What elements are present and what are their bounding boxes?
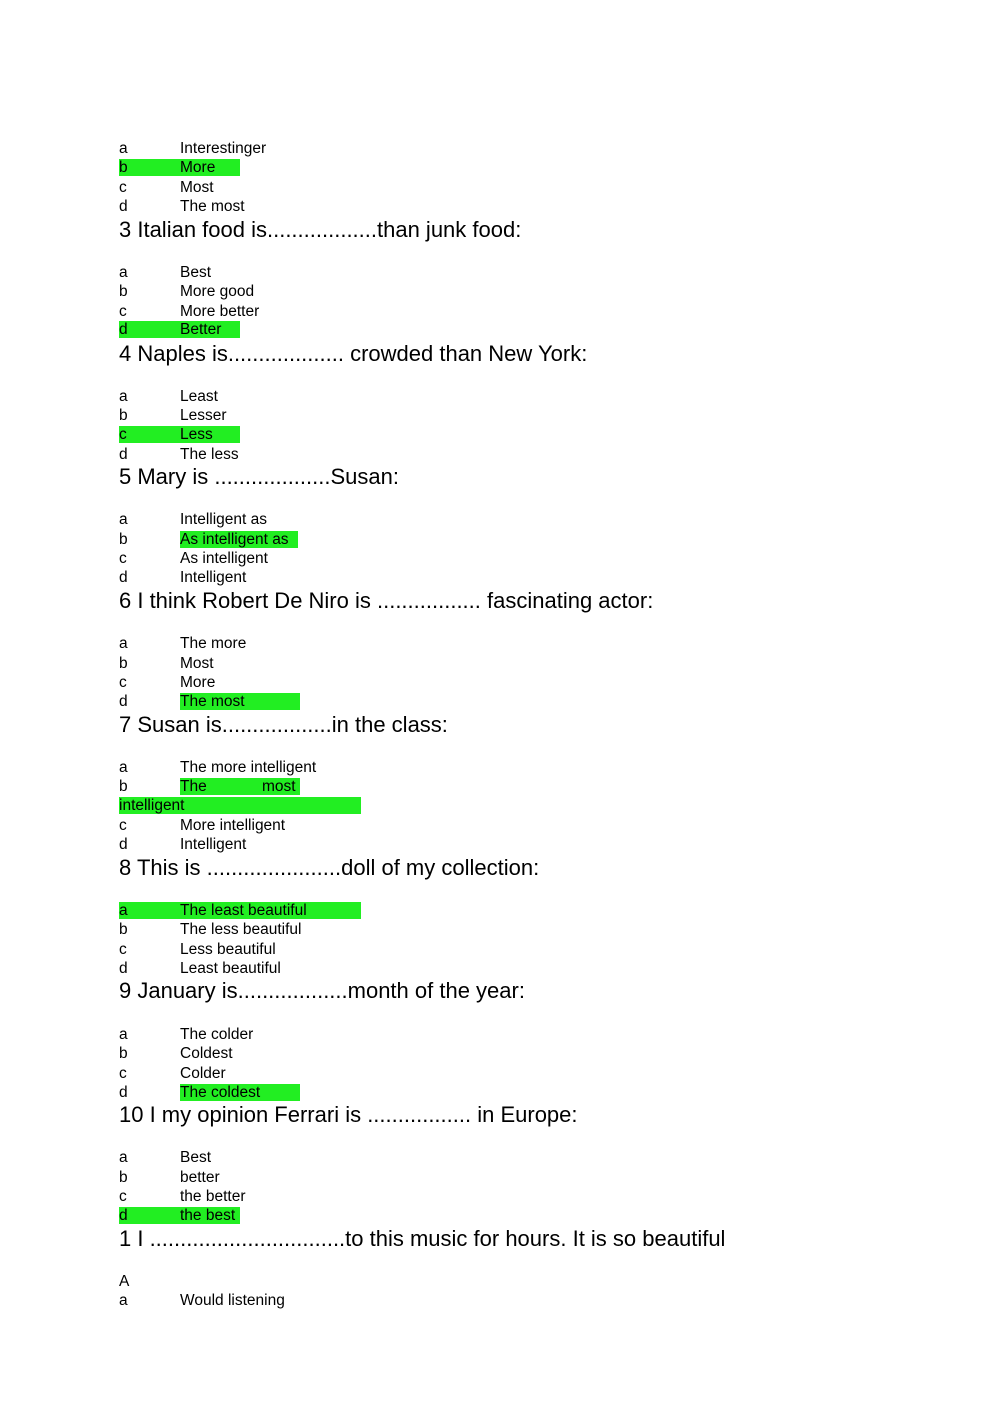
- option-text: Less: [180, 426, 213, 443]
- option-letter: d: [119, 960, 128, 977]
- option-letter: b: [119, 283, 128, 300]
- question-5: 5 Mary is ...................Susan:: [119, 464, 399, 489]
- option-letter: d: [119, 693, 128, 710]
- option-text: Coldest: [180, 1045, 233, 1062]
- option-text: The less: [180, 446, 239, 463]
- option-letter: d: [119, 1084, 128, 1101]
- question-4: 4 Naples is................... crowded than New York:: [119, 341, 588, 366]
- option-text: the better: [180, 1188, 246, 1205]
- option-text: Best: [180, 1149, 212, 1166]
- question-next-1: 1 I ................................to this music for hours. It is so beautiful: [119, 1226, 726, 1251]
- option-text: The more: [180, 635, 247, 652]
- option-text: The colder: [180, 1026, 254, 1043]
- option-text: Would listening: [180, 1292, 285, 1309]
- option-text: Intelligent as: [180, 511, 268, 528]
- option-letter: b: [119, 1045, 128, 1062]
- option-text: Colder: [180, 1065, 226, 1082]
- option-letter: c: [119, 426, 127, 443]
- question-3: 3 Italian food is..................than junk food:: [119, 217, 522, 242]
- option-text: The less beautiful: [180, 921, 302, 938]
- option-letter: c: [119, 303, 127, 320]
- option-text: As intelligent as: [180, 531, 289, 548]
- option-letter: a: [119, 1292, 128, 1309]
- option-letter: b: [119, 159, 128, 176]
- option-text: Better: [180, 321, 222, 338]
- option-letter: c: [119, 941, 127, 958]
- option-text: More: [180, 159, 216, 176]
- option-text: Interestinger: [180, 140, 267, 157]
- option-letter: d: [119, 836, 128, 853]
- option-letter: b: [119, 407, 128, 424]
- option-text: As intelligent: [180, 550, 268, 567]
- question-6: 6 I think Robert De Niro is ................. fascinating actor:: [119, 588, 654, 613]
- option-letter: a: [119, 511, 128, 528]
- option-text: Least beautiful: [180, 960, 281, 977]
- option-letter: a: [119, 635, 128, 652]
- section-letter: A: [119, 1273, 130, 1290]
- option-text: the best: [180, 1207, 236, 1224]
- option-text: The: [180, 778, 207, 795]
- option-letter: a: [119, 1026, 128, 1043]
- option-text: More good: [180, 283, 255, 300]
- option-letter: d: [119, 198, 128, 215]
- option-letter: c: [119, 1188, 127, 1205]
- option-letter: d: [119, 569, 128, 586]
- option-letter: b: [119, 655, 128, 672]
- option-text: The most: [180, 198, 245, 215]
- option-text: better: [180, 1169, 220, 1186]
- option-letter: b: [119, 778, 128, 795]
- option-text: The coldest: [180, 1084, 261, 1101]
- option-letter: b: [119, 1169, 128, 1186]
- option-letter: a: [119, 388, 128, 405]
- option-text-continued: most: [262, 778, 296, 795]
- option-letter: a: [119, 902, 128, 919]
- option-text: The more intelligent: [180, 759, 317, 776]
- option-letter: c: [119, 674, 127, 691]
- question-9: 9 January is..................month of the year:: [119, 978, 525, 1003]
- question-7: 7 Susan is..................in the class:: [119, 712, 448, 737]
- option-text: Least: [180, 388, 218, 405]
- option-letter: c: [119, 817, 127, 834]
- option-text: Most: [180, 179, 214, 196]
- option-letter: c: [119, 1065, 127, 1082]
- option-text: Lesser: [180, 407, 227, 424]
- option-letter: a: [119, 1149, 128, 1166]
- option-letter: c: [119, 550, 127, 567]
- option-text: Intelligent: [180, 569, 247, 586]
- question-10: 10 I my opinion Ferrari is ................. in Europe:: [119, 1102, 578, 1127]
- option-letter: d: [119, 1207, 128, 1224]
- option-text: The most: [180, 693, 245, 710]
- option-letter: a: [119, 264, 128, 281]
- option-letter: c: [119, 179, 127, 196]
- option-text: More: [180, 674, 216, 691]
- option-letter: d: [119, 321, 128, 338]
- option-text: More intelligent: [180, 817, 286, 834]
- option-text: Less beautiful: [180, 941, 276, 958]
- option-letter: b: [119, 531, 128, 548]
- option-text: The least beautiful: [180, 902, 307, 919]
- option-text: Intelligent: [180, 836, 247, 853]
- option-letter: a: [119, 140, 128, 157]
- option-text-wrap: intelligent: [119, 797, 185, 814]
- option-letter: a: [119, 759, 128, 776]
- question-8: 8 This is ......................doll of my collection:: [119, 855, 540, 880]
- option-letter: d: [119, 446, 128, 463]
- option-text: Most: [180, 655, 214, 672]
- option-letter: b: [119, 921, 128, 938]
- option-text: Best: [180, 264, 212, 281]
- option-text: More better: [180, 303, 260, 320]
